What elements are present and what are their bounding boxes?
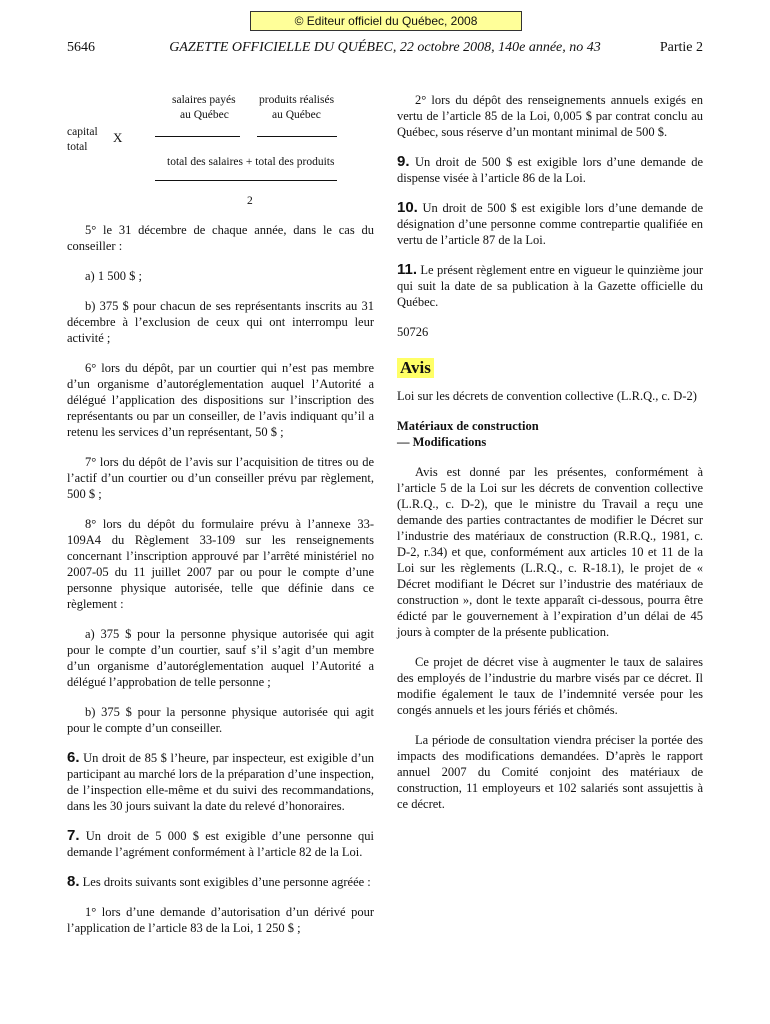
paragraph: b) 375 $ pour la personne physique autorisée qui agit pour le compte d’un conseiller.: [67, 705, 374, 735]
formula-salaires-bottom: au Québec: [180, 109, 229, 121]
page-header: [67, 40, 703, 60]
paragraph: a) 1 500 $ ;: [85, 269, 142, 283]
formula-rule-1: [155, 136, 240, 137]
left-column: [67, 92, 374, 950]
page-number: 5646: [67, 40, 95, 55]
paragraph: Avis est donné par les présentes, conformément à l’article 5 de la Loi sur les décrets de convention collective (L.R.Q., c. D-2), que le ministre du Travail a reçu une demande des parties contractantes de modifier le Décret sur l’industrie des matériaux de construction (R.R.Q., 1981, c. D-2, r.34) et que, conformément aux articles 10 et 11 de la Loi sur les règlements (L.R.Q., c. R-18.1), le projet de « Décret modifiant le Décret sur l’industrie des matériaux de construction », dont le texte apparaît ci-dessous, pourra être édicté par le gouvernement à l’expiration d’un délai de 45 jours à compter de la présente publication.: [397, 465, 703, 639]
formula-produits-top: produits réalisés: [259, 94, 335, 106]
copyright-banner: © Editeur officiel du Québec, 2008: [250, 11, 522, 31]
paragraph: 2° lors du dépôt des renseignements annuels exigés en vertu de l’article 85 de la Loi, 0,005 $ par contrat conclu au Québec, sous réserve d’un montant minimal de 500 $.: [397, 93, 703, 139]
section-text: Un droit de 500 $ est exigible lors d’une demande de désignation d’une personne comme contrepartie qualifiée en vertu de l’article 87 de la Loi.: [397, 201, 703, 247]
section-number: 7.: [67, 827, 80, 844]
paragraph: 7° lors du dépôt de l’avis sur l’acquisition de titres ou de l’actif d’un courtier ou d’un conseiller prévu par règlement, 500 $ ;: [67, 455, 374, 501]
paragraph: b) 375 $ pour chacun de ses représentants inscrits au 31 décembre à l’exclusion de ceux qui ont interrompu leur activité ;: [67, 299, 374, 345]
section-7: [67, 828, 374, 860]
paragraph: 5° le 31 décembre de chaque année, dans le cas du conseiller :: [67, 223, 374, 253]
section-11: [397, 262, 703, 310]
section-8: [67, 874, 374, 890]
subtitle-line-2: — Modifications: [397, 435, 487, 449]
reference-number: 50726: [397, 325, 429, 339]
paragraph: Ce projet de décret vise à augmenter le taux de salaires des employés de l’industrie du marbre visés par ce décret. Il modifie également le taux de l’indemnité versée pour les congés annuels et les jours fériés et chômés.: [397, 655, 703, 717]
section-6: [67, 750, 374, 814]
formula-rule-2: [257, 136, 337, 137]
section-10: [397, 200, 703, 248]
section-text: Un droit de 500 $ est exigible lors d’une demande de dispense visée à l’article 86 de la Loi.: [397, 155, 704, 185]
right-column: [397, 92, 703, 826]
part-label: Partie 2: [659, 40, 703, 55]
section-text: Les droits suivants sont exigibles d’une personne agréée :: [82, 875, 371, 889]
avis-heading: Avis: [397, 358, 434, 378]
paragraph: 1° lors d’une demande d’autorisation d’un dérivé pour l’application de l’article 83 de la Loi, 1 250 $ ;: [67, 905, 374, 935]
formula-capital: capital: [67, 126, 98, 138]
section-text: Un droit de 5 000 $ est exigible d’une personne qui demande l’agrément conformément à l’article 82 de la Loi.: [67, 829, 374, 859]
formula-times: X: [113, 130, 123, 145]
section-number: 6.: [67, 749, 80, 766]
formula-sum: total des salaires + total des produits: [167, 156, 335, 168]
fee-formula: [67, 92, 374, 222]
formula-rule-main: [155, 180, 337, 181]
section-number: 10.: [397, 199, 418, 216]
paragraph: 8° lors du dépôt du formulaire prévu à l’annexe 33-109A4 du Règlement 33-109 sur les renseignements concernant l’inscription approuvé par l’arrêté ministériel no 2007-05 du 11 juillet 2007 par ou pour le compte d’une personne physique autorisée, telle que définie dans ce règlement :: [67, 517, 374, 611]
subtitle-line-1: Matériaux de construction: [397, 419, 539, 433]
formula-total: total: [67, 141, 88, 153]
gazette-title: GAZETTE OFFICIELLE DU QUÉBEC, 22 octobre 2008, 140e année, no 43: [169, 40, 601, 55]
paragraph: 6° lors du dépôt, par un courtier qui n’est pas membre d’un organisme d’autoréglementation auquel l’Autorité a délégué l’application des dispositions sur l’inscription des représentants ou par un conseiller, de l’avis indiquant qu’il a retenu les services d’un représentant, 50 $ ;: [67, 361, 374, 439]
section-number: 8.: [67, 873, 80, 890]
section-number: 11.: [397, 261, 418, 278]
formula-divisor: 2: [247, 195, 253, 207]
section-text: Le présent règlement entre en vigueur le quinzième jour qui suit la date de sa publication à la Gazette officielle du Québec.: [397, 263, 703, 309]
law-title: Loi sur les décrets de convention collective (L.R.Q., c. D-2): [397, 389, 697, 403]
formula-salaires-top: salaires payés: [172, 94, 236, 106]
section-text: Un droit de 85 $ l’heure, par inspecteur, est exigible d’un participant au marché lors de la préparation d’une inspection, de l’inspection elle-même et du suivi des recommandations, dans les 30 jours suivant la date du relevé d’honoraires.: [67, 751, 375, 813]
section-number: 9.: [397, 153, 410, 170]
formula-produits-bottom: au Québec: [272, 109, 321, 121]
paragraph: a) 375 $ pour la personne physique autorisée qui agit pour le compte d’un courtier, sauf s’il s’agit d’un membre d’un organisme d’autoréglementation auquel l’Autorité a délégué l’approbation de telle personne ;: [67, 627, 374, 689]
section-9: [397, 154, 703, 186]
notice-subtitle: [397, 418, 703, 450]
paragraph: La période de consultation viendra préciser la portée des impacts des modifications demandées. D’après le rapport annuel 2007 du Comité conjoint des matériaux de construction, 11 employeurs et 102 salariés sont assujettis à ce décret.: [397, 733, 703, 811]
